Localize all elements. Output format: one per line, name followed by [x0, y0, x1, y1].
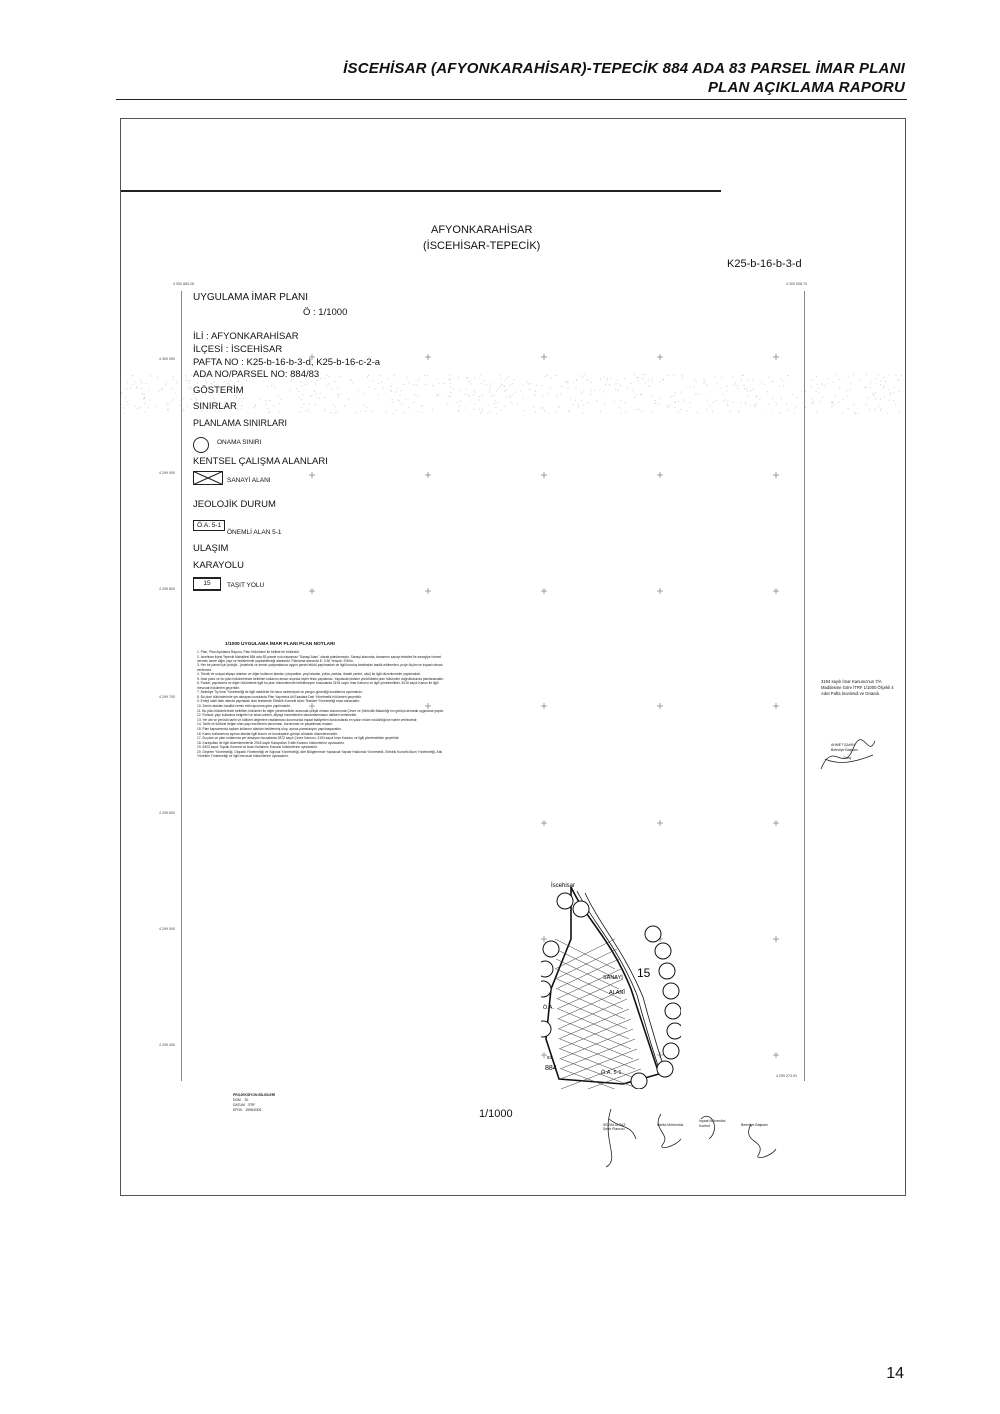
parcel-plan-drawing — [541, 879, 681, 1089]
plan-note: 7. Belediye Tip İmar Yönetmeliği ile ilgili maddeler ile hava muhteviyatı ve yangın güvenliği kurallarına uyulmalıdır. — [197, 690, 363, 695]
plan-note: 6. Parsel, yapılanma ve diğer hükümlerle ilgili bu plan hükümlerinde belirtilmeyen hususlarda 3194 sayılı İmar Kanunu ve ilgili yönetmelikler, 5216 sayılı Kanun ile ilgili mevzuat hükümleri geçerlidir. — [197, 681, 439, 690]
plan-label-sanayi: SANAYİ — [603, 975, 623, 981]
projection-epok-value: 1996/2005 — [245, 1108, 262, 1112]
plan-label-road: 15 — [637, 966, 651, 980]
legend-tasit-yolu: TAŞIT YOLU — [227, 582, 265, 589]
plan-note: 18. Karayolları ile ilgili düzenlemelerde 2918 sayılı Karayolları Trafik Kanunu hükümlerine uyulacaktır. — [197, 740, 345, 745]
coord-top-left: 4 300 883.28 — [173, 282, 194, 286]
legend-gosterim: GÖSTERİM — [193, 385, 244, 396]
legend-jeolojik: JEOLOJİK DURUM — [193, 499, 276, 510]
page-number: 14 — [886, 1365, 904, 1382]
plan-label-oa2: Ö.A. 5-1 — [601, 1070, 622, 1076]
plan-note: 2. İscehisar ilçesi Tepecik Mahallesi 884 ada 83 parsel nolu taşınmaz "Sanayi Alanı" olarak planlanmıştır. Sanayi alanında, tamamen sanayi tesisleri ile sanayiye hizmet vermek üzere diğer yapı ve tesislerinde yapılabileceği alanlardır. Planlama alanında E: 0.50 Yençok: 9.50m. — [197, 654, 442, 663]
legend-onemli-alan: ÖNEMLİ ALAN 5-1 — [227, 529, 282, 536]
legend-karayolu: KARAYOLU — [193, 560, 245, 571]
signature-block — [591, 1099, 791, 1169]
signature-1-role: Şehir Plancısı — [603, 1127, 625, 1131]
header-divider — [116, 99, 907, 100]
signature-3-role: Kontrol — [699, 1124, 711, 1128]
coord-left-4: 4 299 700 — [159, 695, 175, 699]
signature-1-name: SEVİM ALPAZ — [603, 1123, 626, 1127]
plan-label-ada: 884 — [545, 1065, 557, 1072]
plan-note: 5. İmar planı ve bu plan hükümlerinde belirtilen kullanım amacı dışında hiçbir tesis yapılamaz. Yapılacak tesisler yürürlükteki plan hükümleri doğrultusunda planlanacaktır. — [197, 676, 445, 681]
coord-left-3: 4 299 800 — [159, 587, 175, 591]
plan-notes — [197, 650, 445, 759]
coord-left-7: 4 299 400 — [159, 1043, 175, 1047]
onama-siniri-symbol — [193, 437, 209, 453]
plan-note: 3. Her bir parsel için jeolojik - jeoteknik ve zemin çalışmalarına uygun parsel etüdü yapılmadan ve ilgili kuruluş tarafından tasdik edilmeden, proje ölçüm ve inşaat ruhsatı verilemez. — [197, 663, 443, 672]
map-sheet-code: K25-b-16-b-3-d — [727, 258, 802, 270]
legend-sinirlar: SINIRLAR — [193, 401, 237, 412]
coord-top-right: 4 300 008.70 — [786, 282, 807, 286]
approval-name: AHMET ŞAHİN — [831, 743, 855, 747]
plan-label-parsel: 83 — [547, 1055, 553, 1060]
plan-note: 4. Teknik ve sosyal altyapı alanları ve diğer kullanım alanları (otoparklar, yeşil alanlar, yollar, parklar, ibadet yerleri, okul) ile ilgili düzenlemeler yapılmalıdır. — [197, 672, 422, 677]
approval-note — [821, 679, 901, 697]
projection-datum-label: DATUM — [233, 1103, 245, 1107]
coord-bottom-right: 4 299 273.91 — [776, 1074, 797, 1078]
info-ilce: İLÇESİ : İSCEHİSAR — [193, 344, 283, 355]
projection-epok-label: EPOK — [233, 1108, 243, 1112]
report-title: İSCEHİSAR (AFYONKARAHİSAR)-TEPECİK 884 ADA 83 PARSEL İMAR PLANI — [343, 60, 905, 77]
plan-note: 13. Yer altı ve yerüstü tarihi ve kültürel değerlere rastlanması durumunda inşaat faaliyetleri durdurularak en yakın müze müdürlüğüne haber verilecektir. — [197, 717, 418, 722]
plan-label-oa: Ö.A. — [543, 1005, 555, 1011]
map-place-title: AFYONKARAHİSAR — [431, 224, 533, 236]
map-place-subtitle: (İSCEHİSAR-TEPECİK) — [423, 240, 541, 252]
plan-note: 1. Plan, Plan Açıklama Raporu, Plan Hükümleri ile birlikte bir bütündür. — [197, 650, 300, 654]
plan-label-alani: ALANI — [609, 990, 625, 996]
projection-title: PROJEKSİYON BİLGİLERİ — [233, 1093, 276, 1097]
projection-datum-value: ITRF — [247, 1103, 256, 1107]
signature-2-name: Harita Mühendisi — [657, 1123, 684, 1127]
coord-left-2: 4 299 900 — [159, 471, 175, 475]
tasit-yolu-symbol: 15 — [193, 577, 221, 591]
legend-ulasim: ULAŞIM — [193, 543, 229, 554]
projection-info — [233, 1093, 275, 1113]
info-il: İLİ : AFYONKARAHİSAR — [193, 331, 299, 342]
legend-title: UYGULAMA İMAR PLANI — [193, 292, 309, 303]
info-ada: ADA NO/PARSEL NO: 884/83 — [193, 369, 320, 380]
info-pafta: PAFTA NO : K25-b-16-b-3-d, K25-b-16-c-2-a — [193, 357, 381, 368]
plan-note: 17. Bu plan ve plan notlarında yer almayan hususlarda 2872 sayılı Çevre Kanunu, 3194 sayılı İmar Kanunu ve ilgili yönetmelikler geçerlidir. — [197, 736, 400, 741]
plan-note: 19. 5403 sayılı Toprak Koruma ve Arazi Kullanımı Kanunu hükümlerine uyulacaktır. — [197, 745, 318, 750]
approval-role: Belediye Başkanı — [831, 748, 859, 752]
signature-4-name: Belediye Başkanı — [741, 1123, 769, 1127]
legend-planlama-sinirlari: PLANLAMA SINIRLARI — [193, 418, 288, 428]
coord-left-5: 4 299 600 — [159, 811, 175, 815]
approval-note-text: 3194 sayılı İmar Kanunu'nun 7/A Maddesine Göre İTRF 1/1000 Ölçekli 4 Adet Pafta İncelendi ve Onandı. — [821, 679, 894, 696]
plan-sheet-frame — [120, 118, 906, 1196]
projection-ddm-value: 30 — [244, 1098, 249, 1102]
legend-kentsel: KENTSEL ÇALIŞMA ALANLARI — [193, 456, 328, 467]
approval-signature — [813, 729, 883, 779]
plan-note: 8. Bu plan hükümlerinde yer almayan konularda Plan Yapımına Ait Esaslara Dair Yönetmelik hükümleri geçerlidir. — [197, 694, 362, 699]
oa-symbol: Ö.A. 5-1 — [193, 520, 225, 531]
plan-label-iscehisar: İscehisar — [551, 883, 576, 889]
coord-left-1: 4 300 090 — [159, 357, 175, 361]
legend-sanayi: SANAYİ ALANI — [227, 477, 271, 484]
bottom-scale: 1/1000 — [479, 1108, 513, 1120]
plan-note: 16. Kamu kullanımına ayrılan alanlar ilgili kurum ve kuruluşların görüşü alınarak düzenlenecektir. — [197, 731, 338, 736]
plan-note: 9. Enerji nakil hattı altında yapılacak olan tesislerde Elektrik Kuvvetli Akım Tesisleri Yönetmeliği esas alınacaktır. — [197, 699, 360, 704]
plan-note: 12. Ruhsat, yapı kullanma belgeleri ve iskan izinleri, altyapı hizmetlerinin tamamlanmasını takiben verilecektir. — [197, 713, 357, 718]
plan-note: 20. Deprem Yönetmeliği, Otopark Yönetmeliği ve Sığınak Yönetmeliği, Afet Bölgelerinde Yapılacak Yapılar Hakkında Yönetmelik, Elektrik Kuvvetli Akım Yönetmeliği, Atık Yönetimi Yönetmeliği ve ilgili mevzuat hükümlerine uyulacaktır. — [197, 749, 443, 759]
projection-ddm-label: DDM — [233, 1098, 241, 1102]
legend-scale: Ö : 1/1000 — [303, 307, 348, 318]
coord-left-6: 4 299 500 — [159, 927, 175, 931]
plan-note: 10. Zemin alanları tasdikli zemin etüt raporuna göre yapılmalıdır. — [197, 703, 291, 708]
legend-onama-siniri: ONAMA SINIRI — [217, 439, 262, 446]
report-subtitle: PLAN AÇIKLAMA RAPORU — [707, 79, 905, 96]
sanayi-symbol — [193, 471, 223, 485]
map-top-border — [121, 190, 721, 192]
plan-note: 11. Bu plan hükümlerinde belirtilen hükümler ile diğer yönetmelikler arasında çelişki olması durumunda Çevre ve Şehircilik Bakanlığı'nın görüşü alınarak uygulama yapılır. — [197, 708, 445, 713]
plan-notes-title: 1/1000 UYGULAMA İMAR PLANI PLAN NOTLARI — [225, 642, 335, 647]
signature-3-name: İnşaat Mühendisi — [699, 1119, 726, 1123]
plan-note: 14. Tarihi ve kültürel değeri olan yapı eserlerinin tanınması, korunması ve yaşatılması esastır. — [197, 722, 333, 727]
plan-note: 15. Plan kapsamında toplam kullanım alanları belirlenmiş olup, ayrıca parselasyon yapılmayacaktır. — [197, 726, 342, 731]
approval-role2: Onay — [843, 756, 852, 760]
